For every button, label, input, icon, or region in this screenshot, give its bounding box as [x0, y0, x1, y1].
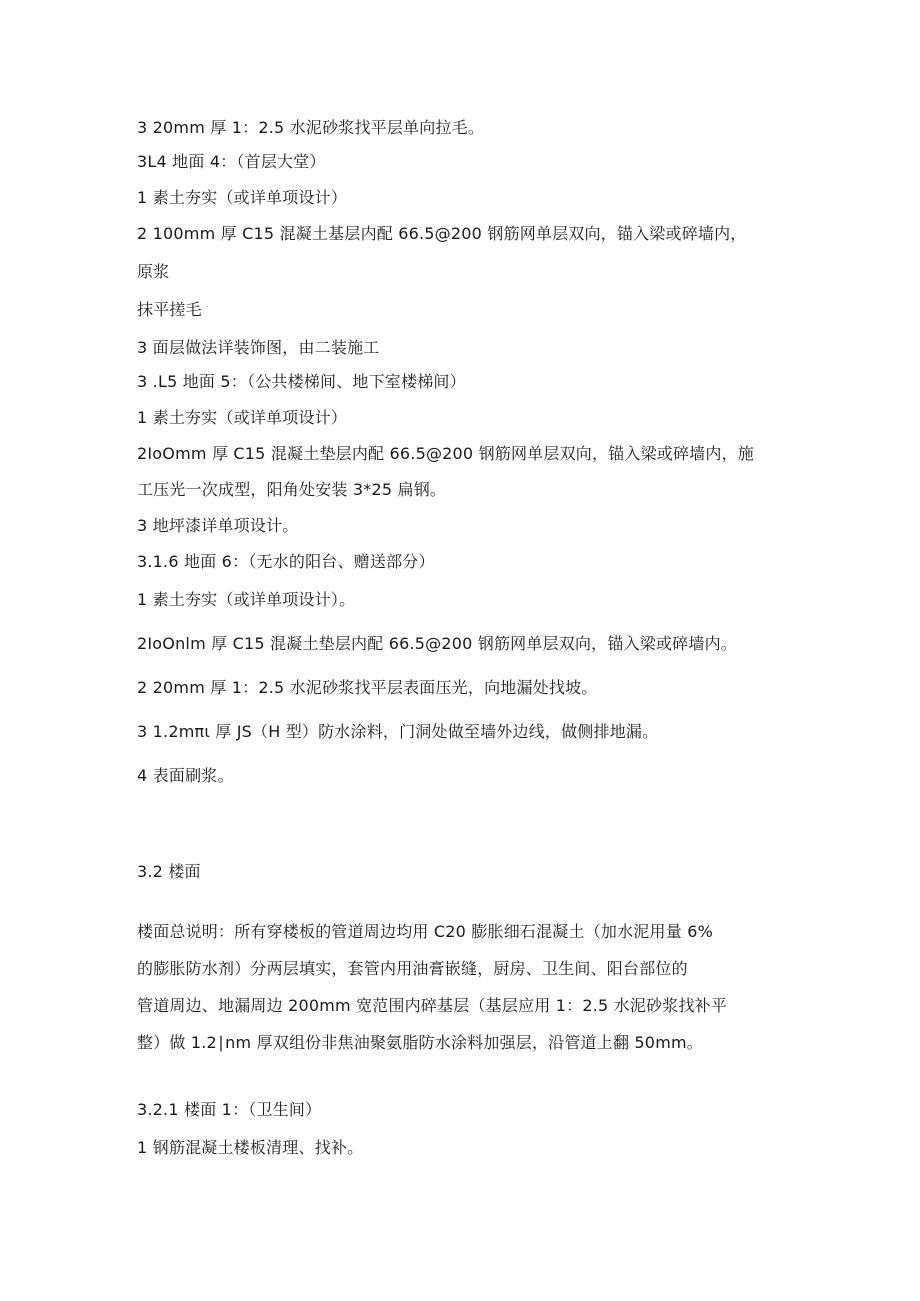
paragraph-line: 整）做 1.2∣nm 厚双组份非焦油聚氨脂防水涂料加强层，沿管道上翻 50mm。	[137, 1033, 703, 1052]
section-heading: 3.2 楼面	[137, 862, 201, 881]
text-line: 2IoOmm 厚 C15 混凝土垫层内配 66.5@200 钢筋网单层双向，锚入梁或碎墙内，施	[137, 444, 754, 463]
paragraph-line: 管道周边、地漏周边 200mm 宽范围内碎基层（基层应用 1：2.5 水泥砂浆找补平	[137, 996, 728, 1015]
text-line: 原浆	[137, 262, 170, 281]
text-line: 3 地坪漆详单项设计。	[137, 516, 299, 535]
text-line: 3 面层做法详装饰图，由二装施工	[137, 338, 380, 357]
text-line: 4 表面刷浆。	[137, 766, 234, 785]
text-line: 抹平搓毛	[137, 300, 202, 319]
text-line: 1 素土夯实（或详单项设计）	[137, 408, 348, 427]
text-line: 2 20mm 厚 1：2.5 水泥砂浆找平层表面压光，向地漏处找坡。	[137, 678, 598, 697]
text-line: 1 素土夯实（或详单项设计）。	[137, 590, 356, 609]
text-line: 2IoOnlm 厚 C15 混凝土垫层内配 66.5@200 钢筋网单层双向，锚入梁或碎墙内。	[137, 634, 737, 653]
text-line: 2 100mm 厚 C15 混凝土基层内配 66.5@200 钢筋网单层双向，锚入梁或碎墙内，	[137, 224, 747, 243]
text-line: 3 1.2mπι 厚 JS（H 型）防水涂料，门洞处做至墙外边线，做侧排地漏。	[137, 722, 659, 741]
text-line: 工压光一次成型，阳角处安装 3*25 扁钢。	[137, 480, 447, 499]
paragraph-line: 的膨胀防水剂）分两层填实，套管内用油膏嵌缝，厨房、卫生间、阳台部位的	[137, 959, 688, 978]
section-heading: 3L4 地面 4：（首层大堂）	[137, 152, 326, 171]
section-heading: 3.2.1 楼面 1：（卫生间）	[137, 1100, 322, 1119]
section-heading: 3.1.6 地面 6：（无水的阳台、赠送部分）	[137, 552, 435, 571]
section-heading: 3 .L5 地面 5：（公共楼梯间、地下室楼梯间）	[137, 372, 466, 391]
text-line: 3 20mm 厚 1：2.5 水泥砂浆找平层单向拉毛。	[137, 118, 485, 137]
text-line: 1 素土夯实（或详单项设计）	[137, 188, 348, 207]
text-line: 1 钢筋混凝土楼板清理、找补。	[137, 1138, 364, 1157]
paragraph-line: 楼面总说明：所有穿楼板的管道周边均用 C20 膨胀细石混凝土（加水泥用量 6%	[137, 922, 713, 941]
